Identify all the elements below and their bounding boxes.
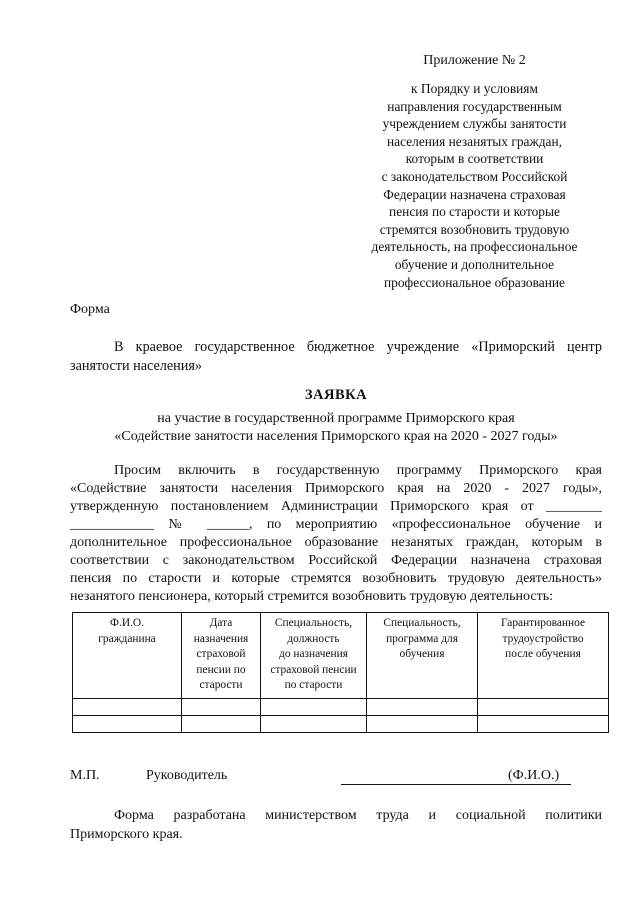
subtitle-line: «Содействие занятости населения Приморского края на 2020 - 2027 годы» [114,429,558,444]
appendix-line: деятельность, на профессиональное [371,239,578,255]
table-cell[interactable] [182,699,261,716]
appendix-line: пенсия по старости и которые [389,204,560,220]
table-cell[interactable] [261,716,367,733]
appendix-line: учреждением службы занятости [382,116,567,132]
table-header-row [73,613,609,699]
body-line: дополнительное профессиональное образование незанятых граждан, которым в [70,535,602,550]
body-line: незанятого пенсионера, который стремится возобновить трудовую деятельность: [70,589,553,604]
name-placeholder: (Ф.И.О.) [508,768,560,783]
appendix-line: которым в соответствии [405,151,544,167]
table-cell[interactable] [478,716,609,733]
table-cell[interactable] [73,699,182,716]
table-cell[interactable] [261,699,367,716]
signature-line[interactable] [341,784,571,785]
body-line: пенсия по старости и которые стремятся возобновить трудовую деятельность» [70,571,602,586]
appendix-line: с законодательством Российской [381,168,568,184]
stamp-label: М.П. [70,768,100,783]
table-cell[interactable] [478,699,609,716]
addressee-line: занятости населения» [70,358,202,374]
appendix-title: Приложение № 2 [423,53,526,68]
appendix-line: к Порядку и условиям [411,81,538,96]
table-row [73,716,609,733]
header-pension-date: Дата назначения страховой пенсии по старости [182,613,261,699]
table-row [73,699,609,716]
appendix-line: обучение и дополнительное [394,256,555,272]
footer-line: Приморского края. [70,827,183,842]
appendix-line: населения незанятых граждан, [386,133,562,149]
footer-note [70,806,602,844]
table-cell[interactable] [367,699,478,716]
header-guaranteed-employment: Гарантированное трудоустройство после обучения [478,613,609,699]
pensioner-table [72,612,609,733]
table-cell[interactable] [367,716,478,733]
signature-block [70,768,610,788]
appendix-line: стремятся возобновить трудовую [379,221,570,237]
addressee-line: В краевое государственное бюджетное учреждение «Приморский центр [114,339,602,355]
footer-line: Форма разработана министерством труда и социальной политики [114,808,602,823]
appendix-line: направления государственным [387,98,562,114]
subtitle-line: на участие в государственной программе Приморского края [157,411,515,426]
document-subtitle [70,410,602,446]
table-cell[interactable] [73,716,182,733]
header-prior-specialty: Специальность, должность до назначения страховой пенсии по старости [261,613,367,699]
table-cell[interactable] [182,716,261,733]
role-label: Руководитель [146,768,228,783]
appendix-line: профессиональное образование [383,274,565,290]
request-body [70,462,602,606]
body-line: утвержденную постановлением Администрации Приморского края от ________ [70,499,602,514]
body-line: «Содействие занятости населения Приморского края на 2020 - 2027 годы», [70,481,602,496]
header-training-program: Специальность, программа для обучения [367,613,478,699]
document-title: ЗАЯВКА [304,387,368,403]
body-line: соответствии с законодательством Российской Федерации назначена страховая [70,553,602,568]
body-line: ____________ № ______, по мероприятию «профессиональное обучение и [70,517,602,532]
appendix-line: Федерации назначена страховая [383,186,566,202]
header-full-name: Ф.И.О. гражданина [73,613,182,699]
appendix-description [352,80,597,291]
addressee [70,338,602,376]
form-label: Форма [70,302,110,317]
body-line: Просим включить в государственную программу Приморского края [114,463,602,478]
